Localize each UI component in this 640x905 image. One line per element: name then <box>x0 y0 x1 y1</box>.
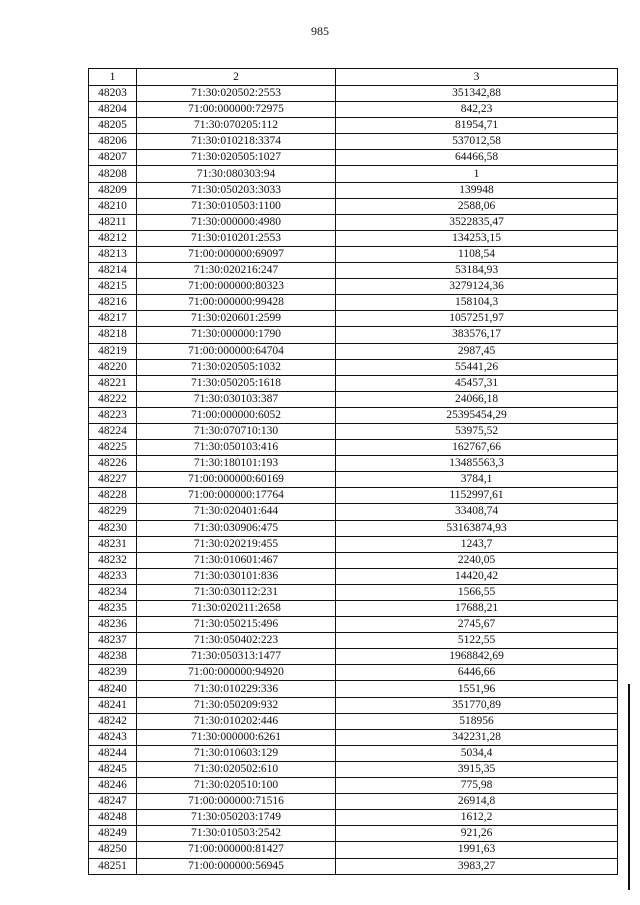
cadastral-value-table <box>88 68 618 875</box>
row-number-cell: 48209 <box>89 182 137 198</box>
cadastral-number-cell: 71:30:020219:455 <box>137 536 336 552</box>
row-number-cell: 48234 <box>89 584 137 600</box>
row-number-cell: 48220 <box>89 359 137 375</box>
row-number-cell: 48223 <box>89 407 137 423</box>
cadastral-number-cell: 71:30:070205:112 <box>137 118 336 134</box>
cadastral-number-cell: 71:30:050313:1477 <box>137 649 336 665</box>
table-row <box>89 536 618 552</box>
row-number-cell: 48240 <box>89 681 137 697</box>
table-row <box>89 552 618 568</box>
column-header-3: 3 <box>336 69 618 86</box>
table-row <box>89 794 618 810</box>
table-row <box>89 279 618 295</box>
value-cell: 1243,7 <box>336 536 618 552</box>
table-row <box>89 263 618 279</box>
cadastral-number-cell: 71:30:180101:193 <box>137 456 336 472</box>
cadastral-number-cell: 71:30:050103:416 <box>137 440 336 456</box>
row-number-cell: 48213 <box>89 246 137 262</box>
table-header-row <box>89 69 618 86</box>
row-number-cell: 48231 <box>89 536 137 552</box>
table-row <box>89 617 618 633</box>
value-cell: 1991,63 <box>336 842 618 858</box>
cadastral-number-cell: 71:30:010201:2553 <box>137 230 336 246</box>
table-row <box>89 311 618 327</box>
row-number-cell: 48233 <box>89 568 137 584</box>
value-cell: 53975,52 <box>336 423 618 439</box>
table-row <box>89 327 618 343</box>
row-number-cell: 48225 <box>89 440 137 456</box>
value-cell: 3915,35 <box>336 761 618 777</box>
cadastral-number-cell: 71:00:000000:6052 <box>137 407 336 423</box>
value-cell: 24066,18 <box>336 391 618 407</box>
row-number-cell: 48210 <box>89 198 137 214</box>
row-number-cell: 48203 <box>89 86 137 102</box>
row-number-cell: 48224 <box>89 423 137 439</box>
value-cell: 3983,27 <box>336 858 618 874</box>
cadastral-number-cell: 71:00:000000:69097 <box>137 246 336 262</box>
cadastral-number-cell: 71:00:000000:94920 <box>137 665 336 681</box>
cadastral-number-cell: 71:30:010218:3374 <box>137 134 336 150</box>
value-cell: 3522835,47 <box>336 214 618 230</box>
value-cell: 1 <box>336 166 618 182</box>
row-number-cell: 48214 <box>89 263 137 279</box>
value-cell: 158104,3 <box>336 295 618 311</box>
cadastral-number-cell: 71:30:050203:3033 <box>137 182 336 198</box>
value-cell: 55441,26 <box>336 359 618 375</box>
table-row <box>89 150 618 166</box>
value-cell: 5034,4 <box>336 745 618 761</box>
value-cell: 33408,74 <box>336 504 618 520</box>
column-header-1: 1 <box>89 69 137 86</box>
table-row <box>89 134 618 150</box>
value-cell: 53184,93 <box>336 263 618 279</box>
table-row <box>89 842 618 858</box>
cadastral-number-cell: 71:30:030103:387 <box>137 391 336 407</box>
value-cell: 3279124,36 <box>336 279 618 295</box>
row-number-cell: 48206 <box>89 134 137 150</box>
cadastral-number-cell: 71:30:010601:467 <box>137 552 336 568</box>
row-number-cell: 48238 <box>89 649 137 665</box>
cadastral-number-cell: 71:30:020216:247 <box>137 263 336 279</box>
table-row <box>89 504 618 520</box>
cadastral-number-cell: 71:30:050402:223 <box>137 633 336 649</box>
column-header-2: 2 <box>137 69 336 86</box>
cadastral-number-cell: 71:00:000000:71516 <box>137 794 336 810</box>
value-cell: 1612,2 <box>336 810 618 826</box>
row-number-cell: 48228 <box>89 488 137 504</box>
table-row <box>89 375 618 391</box>
row-number-cell: 48251 <box>89 858 137 874</box>
table-row <box>89 858 618 874</box>
value-cell: 2240,05 <box>336 552 618 568</box>
row-number-cell: 48229 <box>89 504 137 520</box>
table-row <box>89 118 618 134</box>
cadastral-number-cell: 71:30:080303:94 <box>137 166 336 182</box>
table-row <box>89 198 618 214</box>
cadastral-number-cell: 71:30:030101:836 <box>137 568 336 584</box>
cadastral-number-cell: 71:30:050203:1749 <box>137 810 336 826</box>
row-number-cell: 48239 <box>89 665 137 681</box>
value-cell: 1968842,69 <box>336 649 618 665</box>
value-cell: 342231,28 <box>336 729 618 745</box>
value-cell: 383576,17 <box>336 327 618 343</box>
table-row <box>89 295 618 311</box>
cadastral-number-cell: 71:30:020502:610 <box>137 761 336 777</box>
row-number-cell: 48222 <box>89 391 137 407</box>
table-row <box>89 440 618 456</box>
cadastral-number-cell: 71:30:010503:1100 <box>137 198 336 214</box>
table-row <box>89 778 618 794</box>
value-cell: 351770,89 <box>336 697 618 713</box>
table-row <box>89 456 618 472</box>
table-row <box>89 584 618 600</box>
table-row <box>89 826 618 842</box>
table-body <box>89 86 618 875</box>
value-cell: 921,26 <box>336 826 618 842</box>
cadastral-number-cell: 71:30:010202:446 <box>137 713 336 729</box>
row-number-cell: 48232 <box>89 552 137 568</box>
value-cell: 1108,54 <box>336 246 618 262</box>
cadastral-number-cell: 71:00:000000:72975 <box>137 102 336 118</box>
value-cell: 1152997,61 <box>336 488 618 504</box>
cadastral-number-cell: 71:30:030906:475 <box>137 520 336 536</box>
table-row <box>89 761 618 777</box>
row-number-cell: 48230 <box>89 520 137 536</box>
row-number-cell: 48236 <box>89 617 137 633</box>
table-row <box>89 681 618 697</box>
row-number-cell: 48211 <box>89 214 137 230</box>
cadastral-number-cell: 71:30:020505:1027 <box>137 150 336 166</box>
cadastral-number-cell: 71:30:020502:2553 <box>137 86 336 102</box>
value-cell: 1566,55 <box>336 584 618 600</box>
table-row <box>89 633 618 649</box>
table-row <box>89 665 618 681</box>
cadastral-number-cell: 71:00:000000:99428 <box>137 295 336 311</box>
value-cell: 6446,66 <box>336 665 618 681</box>
table-row <box>89 520 618 536</box>
value-cell: 162767,66 <box>336 440 618 456</box>
row-number-cell: 48212 <box>89 230 137 246</box>
row-number-cell: 48235 <box>89 601 137 617</box>
row-number-cell: 48205 <box>89 118 137 134</box>
value-cell: 64466,58 <box>336 150 618 166</box>
table-row <box>89 166 618 182</box>
table-row <box>89 729 618 745</box>
table-row <box>89 359 618 375</box>
cadastral-number-cell: 71:30:050215:496 <box>137 617 336 633</box>
table-row <box>89 423 618 439</box>
cadastral-number-cell: 71:30:050205:1618 <box>137 375 336 391</box>
row-number-cell: 48245 <box>89 761 137 777</box>
table-row <box>89 472 618 488</box>
table-row <box>89 102 618 118</box>
table-row <box>89 810 618 826</box>
cadastral-number-cell: 71:00:000000:17764 <box>137 488 336 504</box>
value-cell: 1551,96 <box>336 681 618 697</box>
value-cell: 5122,55 <box>336 633 618 649</box>
row-number-cell: 48208 <box>89 166 137 182</box>
table-row <box>89 407 618 423</box>
cadastral-number-cell: 71:30:020401:644 <box>137 504 336 520</box>
cadastral-number-cell: 71:00:000000:56945 <box>137 858 336 874</box>
page-number: 985 <box>311 24 329 38</box>
value-cell: 351342,88 <box>336 86 618 102</box>
table-row <box>89 343 618 359</box>
value-cell: 139948 <box>336 182 618 198</box>
table-row <box>89 713 618 729</box>
table-row <box>89 649 618 665</box>
cadastral-number-cell: 71:00:000000:64704 <box>137 343 336 359</box>
value-cell: 2987,45 <box>336 343 618 359</box>
row-number-cell: 48249 <box>89 826 137 842</box>
row-number-cell: 48219 <box>89 343 137 359</box>
cadastral-number-cell: 71:30:070710:130 <box>137 423 336 439</box>
row-number-cell: 48217 <box>89 311 137 327</box>
value-cell: 1057251,97 <box>336 311 618 327</box>
cadastral-number-cell: 71:30:050209:932 <box>137 697 336 713</box>
value-cell: 13485563,3 <box>336 456 618 472</box>
table-row <box>89 230 618 246</box>
table-row <box>89 182 618 198</box>
row-number-cell: 48218 <box>89 327 137 343</box>
value-cell: 2588,06 <box>336 198 618 214</box>
table-row <box>89 391 618 407</box>
cadastral-number-cell: 71:30:020601:2599 <box>137 311 336 327</box>
cadastral-number-cell: 71:30:000000:6261 <box>137 729 336 745</box>
row-number-cell: 48242 <box>89 713 137 729</box>
value-cell: 25395454,29 <box>336 407 618 423</box>
cadastral-number-cell: 71:30:000000:4980 <box>137 214 336 230</box>
row-number-cell: 48244 <box>89 745 137 761</box>
value-cell: 81954,71 <box>336 118 618 134</box>
value-cell: 26914,8 <box>336 794 618 810</box>
row-number-cell: 48204 <box>89 102 137 118</box>
cadastral-number-cell: 71:30:010603:129 <box>137 745 336 761</box>
value-cell: 14420,42 <box>336 568 618 584</box>
value-cell: 3784,1 <box>336 472 618 488</box>
value-cell: 775,98 <box>336 778 618 794</box>
row-number-cell: 48226 <box>89 456 137 472</box>
cadastral-number-cell: 71:30:000000:1790 <box>137 327 336 343</box>
table-row <box>89 86 618 102</box>
table-row <box>89 745 618 761</box>
value-cell: 53163874,93 <box>336 520 618 536</box>
value-cell: 134253,15 <box>336 230 618 246</box>
cadastral-number-cell: 71:30:010503:2542 <box>137 826 336 842</box>
row-number-cell: 48207 <box>89 150 137 166</box>
value-cell: 842,23 <box>336 102 618 118</box>
value-cell: 17688,21 <box>336 601 618 617</box>
row-number-cell: 48227 <box>89 472 137 488</box>
row-number-cell: 48247 <box>89 794 137 810</box>
row-number-cell: 48250 <box>89 842 137 858</box>
cadastral-number-cell: 71:30:020505:1032 <box>137 359 336 375</box>
row-number-cell: 48221 <box>89 375 137 391</box>
value-cell: 537012,58 <box>336 134 618 150</box>
value-cell: 2745,67 <box>336 617 618 633</box>
value-cell: 518956 <box>336 713 618 729</box>
table-row <box>89 601 618 617</box>
cadastral-number-cell: 71:00:000000:81427 <box>137 842 336 858</box>
table-row <box>89 246 618 262</box>
cadastral-number-cell: 71:00:000000:60169 <box>137 472 336 488</box>
margin-line <box>628 684 630 890</box>
row-number-cell: 48243 <box>89 729 137 745</box>
value-cell: 45457,31 <box>336 375 618 391</box>
row-number-cell: 48241 <box>89 697 137 713</box>
cadastral-number-cell: 71:30:030112:231 <box>137 584 336 600</box>
table-row <box>89 488 618 504</box>
cadastral-number-cell: 71:30:020211:2658 <box>137 601 336 617</box>
cadastral-number-cell: 71:00:000000:80323 <box>137 279 336 295</box>
row-number-cell: 48246 <box>89 778 137 794</box>
row-number-cell: 48237 <box>89 633 137 649</box>
row-number-cell: 48216 <box>89 295 137 311</box>
table-row <box>89 568 618 584</box>
cadastral-number-cell: 71:30:010229:336 <box>137 681 336 697</box>
table-row <box>89 214 618 230</box>
row-number-cell: 48248 <box>89 810 137 826</box>
row-number-cell: 48215 <box>89 279 137 295</box>
table-row <box>89 697 618 713</box>
cadastral-number-cell: 71:30:020510:100 <box>137 778 336 794</box>
